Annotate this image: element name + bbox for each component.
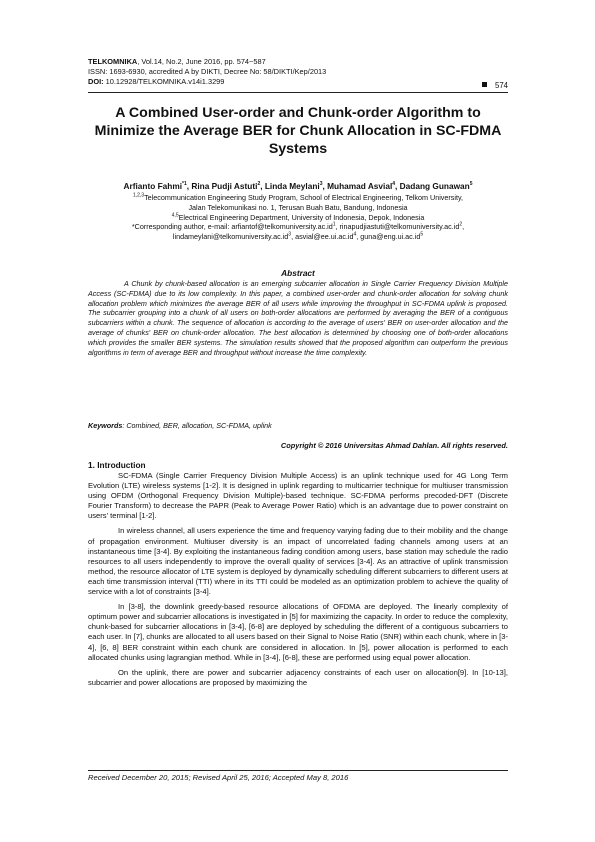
header-divider: [88, 92, 508, 93]
body-paragraph: On the uplink, there are power and subcarrier adjacency constraints of each user on allocation[9]. In [10-13], subcarrier and power allocations are proposed by maximizing the: [88, 667, 508, 687]
affiliation-line: [88, 193, 508, 203]
page-number: [482, 81, 508, 90]
journal-name: TELKOMNIKA: [88, 57, 138, 66]
page-number-value: 574: [495, 81, 509, 90]
affiliation-text: Electrical Engineering Department, University of Indonesia, Depok, Indonesia: [178, 212, 425, 222]
author-name: , Dadang Gunawan: [395, 181, 470, 191]
email-mark: 1: [332, 222, 336, 228]
email-mark: 4: [353, 231, 357, 238]
email-text: , asvial@ee.ui.ac.id: [291, 232, 354, 242]
paper-title: A Combined User-order and Chunk-order Algorithm to Minimize the Average BER for Chunk Allocation in SC-FDMA Systems: [94, 105, 502, 157]
author-list: [88, 181, 508, 192]
affiliation-line: Jalan Telekomunikasi no. 1, Terusan Buah Batu, Bandung, Indonesia: [188, 202, 408, 212]
email-text: lindameylani@telkomuniversity.ac.id: [172, 232, 289, 242]
email-mark: 2: [459, 222, 463, 228]
journal-doi: [88, 77, 508, 87]
journal-citation: [88, 57, 508, 67]
keywords-label: Keywords: [88, 421, 123, 430]
body-paragraph: In [3-8], the downlink greedy-based resource allocations of OFDMA are deployed. The linearly complexity of optimum power and subcarrier allocations is investigated in [5] for maximizing the capacity. In order to reduce the complexity, chunk-based for subcarrier allocations in [3-4], [6-8] are deployed by scheduling the different of a contiguous subcarriers to each user. In [7], chunks are allocated to all users based on their Signal to Noise Ratio (SNR) within each chunk, where in [3-4], [6, 8] BER constraint within each chunk are considered in allocation. In [5], power allocation is performed to each allocated chunks using lagrangian method. While in [3-4], [6-8], these are performed using equal power allocation.: [88, 602, 508, 662]
journal-issn: ISSN: 1693-6930, accredited A by DIKTI, Decree No: 58/DIKTI/Kep/2013: [88, 67, 327, 76]
affiliation-line: [88, 213, 508, 223]
author-affiliation-mark: 4: [392, 181, 396, 188]
email-text: *Corresponding author, e-mail: arfiantof@telkomuniversity.ac.id: [131, 222, 333, 232]
author-affiliation-mark: *1: [182, 181, 187, 188]
affiliation-text: Telecommunication Engineering Study Program, School of Electrical Engineering, Telkom University,: [144, 193, 464, 202]
body-paragraph: SC-FDMA (Single Carrier Frequency Division Multiple Access) is an uplink technique used for 4G Long Term Evolution (LTE) wireless systems [1-2]. It is designed in uplink regarding to multicarrier technique for multiuser transmission using OFDM (Orthogonal Frequency Division Multiple)-based technique. SC-FDMA performs precoded-DFT (Discrete Fourier Transform) to decrease the PAPR (Peak to Average Power Ratio) which is an advantage due to power constraint on users' terminal [1-2].: [88, 471, 508, 521]
affiliations: [88, 193, 508, 242]
keywords: [88, 421, 508, 430]
body-paragraph: In wireless channel, all users experience the time and frequency varying fading due to their mobility and the change of propagation environment. Multiuser diversity is an impact of uncorrelated fading channels among users at an instantaneous time [3-4]. By exploiting the instantaneous fading condition among users, base station may schedule the radio resources to all users independently to improve the overall quality of services [3-4]. As an attractive of uplink transmission method, the resource allocator of LTE system is deployed by dynamically scheduling different subcarriers to different users at each time transmission interval (TTI) where in its TTI could be modeled as an optimization problem to achieve the quality of service with a lot of constraints [3-4].: [88, 526, 508, 597]
author-name: Arfianto Fahmi: [123, 181, 183, 191]
doi-value: 10.12928/TELKOMNIKA.v14i1.3299: [103, 77, 225, 86]
journal-volume: , Vol.14, No.2, June 2016, pp. 574~587: [137, 57, 266, 66]
author-name: , Linda Meylani: [260, 181, 320, 191]
abstract-text: A Chunk by chunk-based allocation is an emerging subcarrier allocation in Single Carrier Frequency Division Multiple Access (SC-FDMA) due to its low complexity. In this paper, a combined user-order and chunk-order allocation for solving chunk allocation problem which minimizes the average BER of all users while improving the throughput in SC-FDMA uplink is proposed. The subcarrier grouping into a chunk of all users on both-order allocations are performed by averaging the BER of a contiguous subcarriers within a chunk. The sequence of allocation is according to the average of users' BER on user-order allocation and the average of chunks' BER on chunk-order allocation. The best allocation is determined by choosing one of both-order allocations which provides the smaller BER systems. The simulation results showed that the proposed algorithm can outperform the previous algorithms in term of average BER and throughput without increase the time complexity.: [88, 279, 508, 357]
journal-header: [88, 57, 508, 87]
author-name: , Rina Pudji Astuti: [186, 181, 258, 191]
affiliation-mark: 4,5: [171, 212, 179, 219]
email-line: [88, 232, 508, 242]
affiliation-mark: 1,2,3: [132, 192, 145, 199]
author-affiliation-mark: 3: [319, 181, 323, 188]
abstract-heading: Abstract: [281, 268, 315, 278]
doi-label: DOI:: [88, 77, 104, 86]
email-text: , rinapudjiastuti@telkomuniversity.ac.id: [335, 222, 460, 232]
footer-divider: [88, 770, 508, 771]
author-name: , Muhamad Asvial: [322, 181, 393, 191]
corresponding-author-line: [88, 222, 508, 232]
introduction-body: [88, 471, 508, 693]
received-dates: Received December 20, 2015; Revised April 25, 2016; Accepted May 8, 2016: [88, 773, 349, 782]
author-affiliation-mark: 5: [469, 181, 473, 188]
keywords-text: : Combined, BER, allocation, SC-FDMA, uplink: [122, 421, 272, 430]
section-heading-introduction: 1. Introduction: [88, 460, 146, 470]
email-text: ,: [462, 222, 465, 232]
email-text: , guna@eng.ui.ac.id: [356, 232, 421, 242]
copyright-notice: Copyright © 2016 Universitas Ahmad Dahlan. All rights reserved.: [280, 441, 508, 450]
email-mark: 5: [420, 231, 424, 238]
author-affiliation-mark: 2: [257, 181, 261, 188]
email-mark: 3: [288, 231, 292, 238]
square-bullet-icon: [482, 82, 487, 87]
